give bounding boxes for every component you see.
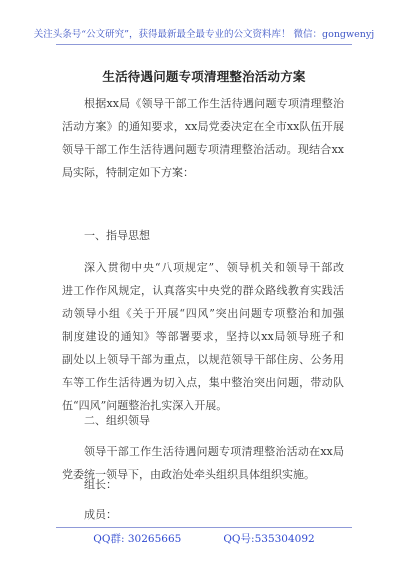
paragraph-line: 领导干部工作生活待遇问题专项清理整治活动。现结合xx: [62, 143, 344, 156]
paragraph-line: 车等工作生活待遇为切入点，集中整治突出问题，带动队: [62, 376, 344, 389]
paragraph-line: 领导干部工作生活待遇问题专项清理整治活动在xx局: [84, 445, 344, 458]
section1-paragraph: [62, 256, 344, 417]
paragraph-line: 深入贯彻中央“八项规定”、领导机关和领导干部改: [84, 261, 344, 274]
paragraph-line: 副处以上领导干部为重点，以规范领导干部住房、公务用: [62, 353, 344, 366]
document-title: 生活待遇问题专项清理整治活动方案: [102, 69, 306, 84]
paragraph-line: 活动方案》的通知要求，xx局党委决定在全市xx队伍开展: [62, 120, 344, 133]
paragraph-line: 根据xx局《领导干部工作生活待遇问题专项清理整治: [84, 97, 344, 110]
section-heading-guiding-ideology: 一、指导思想: [84, 229, 150, 242]
paragraph-line: 党委统一领导下，由政治处牵头组织具体组织实施。: [62, 468, 315, 481]
qq-number-label: QQ号:535304092: [223, 533, 315, 545]
section-heading-organization: 二、组织领导: [84, 414, 150, 427]
paragraph-line: 动领导小组《关于开展“四风”突出问题专项整治和加强: [62, 307, 344, 320]
footer-divider: [56, 527, 352, 528]
intro-paragraph: [62, 92, 344, 184]
paragraph-line: 伍“四风”问题整治扎实深入开展。: [62, 399, 228, 412]
footer-contact: [0, 531, 408, 546]
paragraph-line: 局实际，特制定如下方案：: [62, 166, 194, 179]
member-label: 成员：: [84, 508, 117, 521]
qq-group-label: QQ群: 30265665: [93, 533, 182, 545]
paragraph-line: 进工作作风规定，认真落实中央党的群众路线教育实践活: [62, 284, 344, 297]
paragraph-line: 制度建设的通知》等部署要求，坚持以xx局领导班子和: [62, 330, 344, 343]
header-divider: [56, 44, 352, 45]
leader-label: 组长：: [84, 478, 117, 491]
header-banner: 关注头条号“公文研究”，获得最新最全最专业的公文资料库！ 微信：gongwenyj: [33, 29, 375, 40]
